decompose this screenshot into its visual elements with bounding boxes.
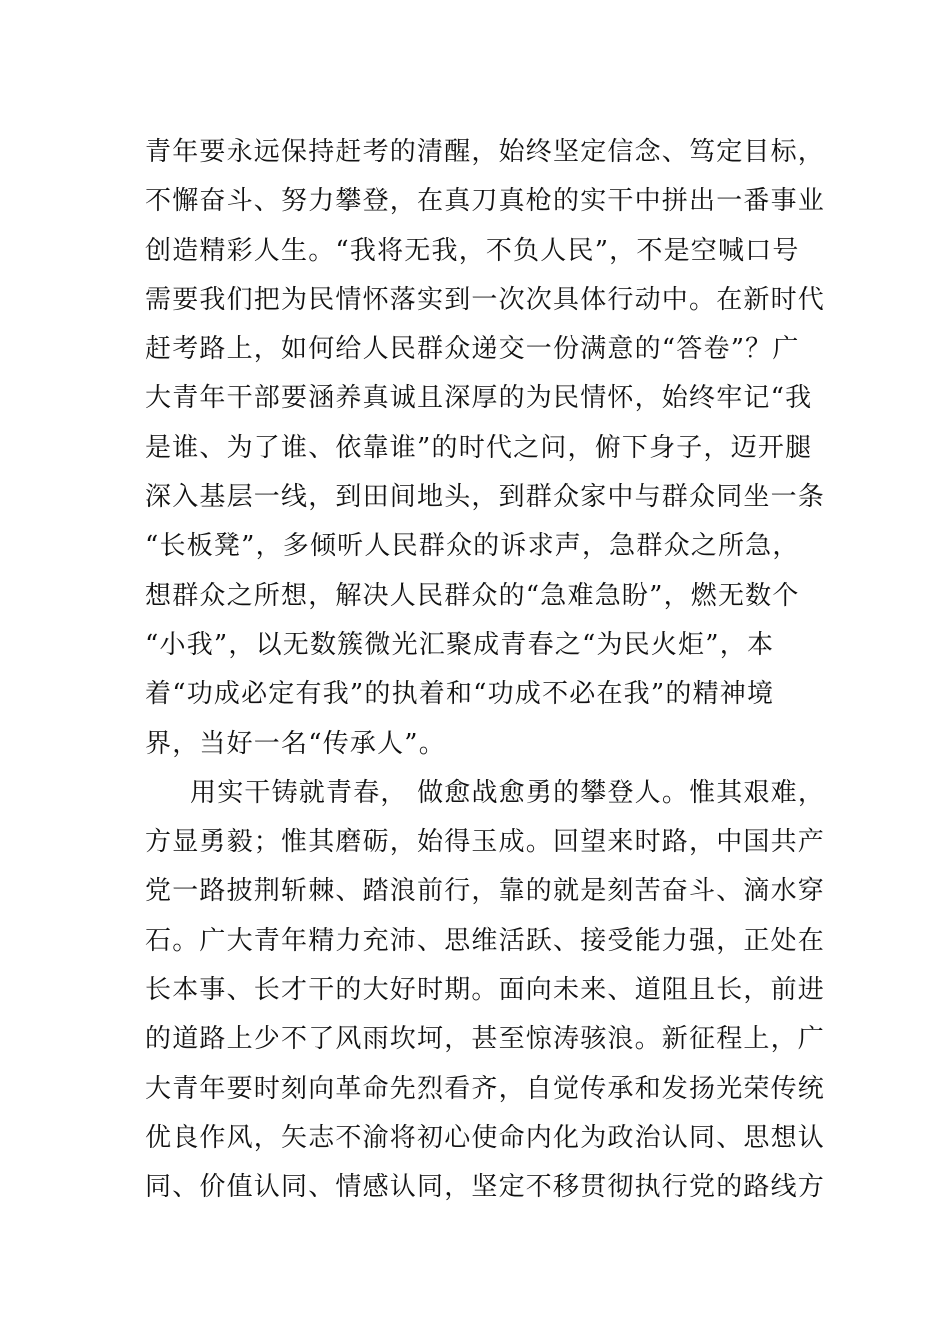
text-line: 方显勇毅；惟其磨砺，始得玉成。回望来时路，中国共产 [145,827,826,858]
text-line: 大青年干部要涵养真诚且深厚的为民情怀，始终牢记“我 [145,383,813,414]
text-line: 需要我们把为民情怀落实到一次次具体行动中。在新时代 [145,284,826,315]
text-line: 着“功成必定有我”的执着和“功成不必在我”的精神境 [145,679,775,710]
text-line: 深入基层一线，到田间地头，到群众家中与群众同坐一条 [145,482,826,513]
text-line: “小我”，以无数簇微光汇聚成青春之“为民火炬”，本 [145,629,775,660]
text-line: 党一路披荆斩棘、踏浪前行，靠的就是刻苦奋斗、滴水穿 [145,876,826,907]
paragraph-start-line: 用实干铸就青春， 做愈战愈勇的攀登人。惟其艰难， [190,777,826,808]
text-line: 长本事、长才干的大好时期。面向未来、道阻且长，前进 [145,975,826,1006]
text-line: 赶考路上，如何给人民群众递交一份满意的“答卷”？广 [145,334,800,365]
text-line: 界，当好一名“传承人”。 [145,728,446,759]
text-line: 不懈奋斗、努力攀登，在真刀真枪的实干中拼出一番事业 [145,186,826,217]
text-line: 大青年要时刻向革命先烈看齐，自觉传承和发扬光荣传统 [145,1073,826,1104]
text-line: 的道路上少不了风雨坎坷，甚至惊涛骇浪。新征程上，广 [145,1024,826,1055]
text-line: 想群众之所想，解决人民群众的“急难急盼”，燃无数个 [145,580,800,611]
text-line: “长板凳”，多倾听人民群众的诉求声，急群众之所急， [145,531,800,562]
text-line: 是谁、为了谁、依靠谁”的时代之问，俯下身子，迈开腿 [145,432,813,463]
text-line: 创造精彩人生。“我将无我，不负人民”，不是空喊口号 [145,235,800,266]
text-line: 青年要永远保持赶考的清醒，始终坚定信念、笃定目标， [145,137,826,167]
text-line: 同、价值认同、情感认同，坚定不移贯彻执行党的路线方 [145,1172,826,1203]
text-line: 优良作风，矢志不渝将初心使命内化为政治认同、思想认 [145,1122,826,1153]
text-line: 石。广大青年精力充沛、思维活跃、接受能力强，正处在 [145,925,826,956]
document-body [145,128,826,1213]
